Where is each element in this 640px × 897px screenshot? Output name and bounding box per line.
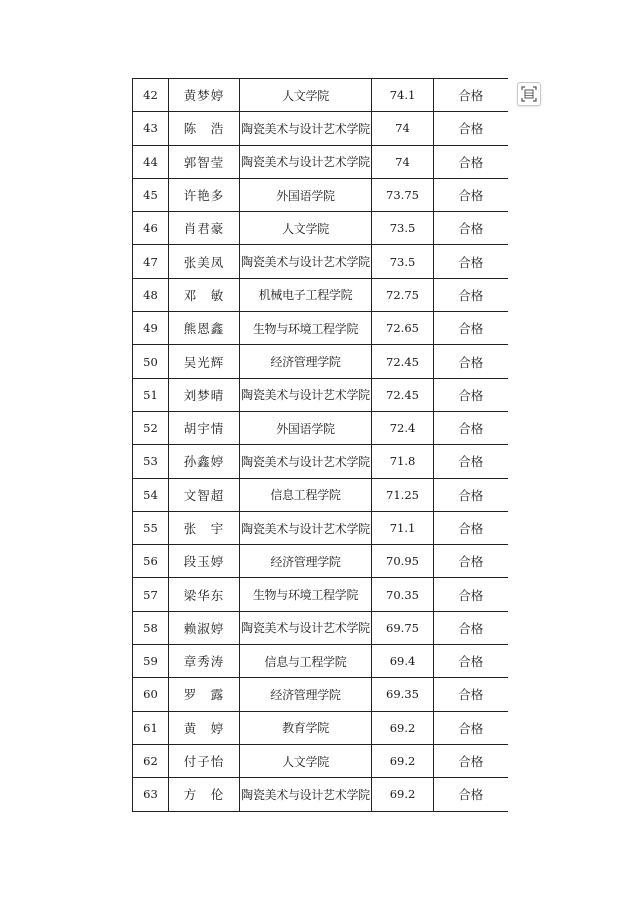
score-value: 72.45 (372, 378, 434, 411)
college-name: 信息工程学院 (240, 478, 372, 511)
row-number: 61 (133, 711, 169, 744)
row-number: 57 (133, 578, 169, 611)
college-name: 外国语学院 (240, 178, 372, 211)
row-number: 46 (133, 212, 169, 245)
score-value: 73.5 (372, 245, 434, 278)
score-value: 70.35 (372, 578, 434, 611)
score-value: 72.4 (372, 411, 434, 444)
college-name: 经济管理学院 (240, 345, 372, 378)
score-value: 74 (372, 112, 434, 145)
student-name: 付子怡 (169, 744, 240, 777)
score-value: 74.1 (372, 79, 434, 112)
table-row (133, 79, 508, 112)
student-name: 刘梦晴 (169, 378, 240, 411)
result-status: 合格 (434, 312, 508, 345)
score-value: 69.35 (372, 678, 434, 711)
college-name: 信息与工程学院 (240, 645, 372, 678)
table-row (133, 112, 508, 145)
row-number: 52 (133, 411, 169, 444)
row-number: 56 (133, 545, 169, 578)
row-number: 62 (133, 744, 169, 777)
table-row (133, 545, 508, 578)
college-name: 生物与环境工程学院 (240, 578, 372, 611)
score-value: 73.75 (372, 178, 434, 211)
college-name: 陶瓷美术与设计艺术学院 (240, 112, 372, 145)
table-row (133, 744, 508, 777)
score-value: 69.75 (372, 611, 434, 644)
student-name: 熊恩鑫 (169, 312, 240, 345)
table-row (133, 678, 508, 711)
college-name: 教育学院 (240, 711, 372, 744)
score-value: 70.95 (372, 545, 434, 578)
result-status: 合格 (434, 411, 508, 444)
college-name: 陶瓷美术与设计艺术学院 (240, 145, 372, 178)
table-row (133, 445, 508, 478)
row-number: 43 (133, 112, 169, 145)
college-name: 生物与环境工程学院 (240, 312, 372, 345)
row-number: 50 (133, 345, 169, 378)
results-table (132, 78, 508, 812)
score-value: 74 (372, 145, 434, 178)
result-status: 合格 (434, 711, 508, 744)
table-row (133, 611, 508, 644)
result-status: 合格 (434, 345, 508, 378)
result-status: 合格 (434, 744, 508, 777)
row-number: 59 (133, 645, 169, 678)
table-row (133, 411, 508, 444)
student-name: 梁华东 (169, 578, 240, 611)
score-value: 72.65 (372, 312, 434, 345)
table-row (133, 578, 508, 611)
table-row (133, 511, 508, 544)
college-name: 陶瓷美术与设计艺术学院 (240, 245, 372, 278)
result-status: 合格 (434, 778, 508, 811)
student-name: 肖君豪 (169, 212, 240, 245)
student-name: 方 伦 (169, 778, 240, 811)
row-number: 63 (133, 778, 169, 811)
row-number: 55 (133, 511, 169, 544)
row-number: 47 (133, 245, 169, 278)
college-name: 经济管理学院 (240, 678, 372, 711)
result-status: 合格 (434, 178, 508, 211)
college-name: 陶瓷美术与设计艺术学院 (240, 445, 372, 478)
table-row (133, 778, 508, 811)
result-status: 合格 (434, 611, 508, 644)
result-status: 合格 (434, 478, 508, 511)
student-name: 黄 婷 (169, 711, 240, 744)
table-row (133, 312, 508, 345)
row-number: 58 (133, 611, 169, 644)
result-status: 合格 (434, 278, 508, 311)
result-status: 合格 (434, 511, 508, 544)
college-name: 陶瓷美术与设计艺术学院 (240, 611, 372, 644)
table-row (133, 245, 508, 278)
student-name: 赖淑婷 (169, 611, 240, 644)
result-status: 合格 (434, 678, 508, 711)
student-name: 孙鑫婷 (169, 445, 240, 478)
row-number: 49 (133, 312, 169, 345)
score-value: 72.45 (372, 345, 434, 378)
college-name: 陶瓷美术与设计艺术学院 (240, 511, 372, 544)
row-number: 45 (133, 178, 169, 211)
score-value: 69.2 (372, 711, 434, 744)
student-name: 胡宇情 (169, 411, 240, 444)
row-number: 53 (133, 445, 169, 478)
row-number: 44 (133, 145, 169, 178)
score-value: 73.5 (372, 212, 434, 245)
student-name: 段玉婷 (169, 545, 240, 578)
student-name: 许艳多 (169, 178, 240, 211)
table-row (133, 145, 508, 178)
student-name: 罗 露 (169, 678, 240, 711)
result-status: 合格 (434, 112, 508, 145)
table-row (133, 478, 508, 511)
college-name: 人文学院 (240, 79, 372, 112)
score-value: 71.8 (372, 445, 434, 478)
college-name: 机械电子工程学院 (240, 278, 372, 311)
score-value: 72.75 (372, 278, 434, 311)
result-status: 合格 (434, 545, 508, 578)
result-status: 合格 (434, 578, 508, 611)
table-row (133, 711, 508, 744)
score-value: 69.2 (372, 778, 434, 811)
table-row (133, 212, 508, 245)
student-name: 邓 敏 (169, 278, 240, 311)
table-row (133, 178, 508, 211)
student-name: 章秀涛 (169, 645, 240, 678)
table-row (133, 378, 508, 411)
screenshot-crop-icon (521, 86, 537, 102)
results-table-body (133, 79, 508, 812)
table-row (133, 345, 508, 378)
student-name: 张 宇 (169, 511, 240, 544)
result-status: 合格 (434, 378, 508, 411)
result-status: 合格 (434, 79, 508, 112)
college-name: 外国语学院 (240, 411, 372, 444)
student-name: 张美凤 (169, 245, 240, 278)
student-name: 黄梦婷 (169, 79, 240, 112)
row-number: 54 (133, 478, 169, 511)
row-number: 60 (133, 678, 169, 711)
screenshot-tool-button[interactable] (517, 82, 541, 106)
score-value: 69.4 (372, 645, 434, 678)
result-status: 合格 (434, 245, 508, 278)
college-name: 人文学院 (240, 212, 372, 245)
college-name: 人文学院 (240, 744, 372, 777)
student-name: 文智超 (169, 478, 240, 511)
result-status: 合格 (434, 445, 508, 478)
row-number: 42 (133, 79, 169, 112)
student-name: 吴光辉 (169, 345, 240, 378)
result-status: 合格 (434, 645, 508, 678)
result-status: 合格 (434, 145, 508, 178)
score-value: 71.1 (372, 511, 434, 544)
row-number: 51 (133, 378, 169, 411)
college-name: 陶瓷美术与设计艺术学院 (240, 378, 372, 411)
row-number: 48 (133, 278, 169, 311)
table-row (133, 278, 508, 311)
score-value: 69.2 (372, 744, 434, 777)
result-status: 合格 (434, 212, 508, 245)
student-name: 郭智莹 (169, 145, 240, 178)
student-name: 陈 浩 (169, 112, 240, 145)
college-name: 经济管理学院 (240, 545, 372, 578)
score-value: 71.25 (372, 478, 434, 511)
table-row (133, 645, 508, 678)
college-name: 陶瓷美术与设计艺术学院 (240, 778, 372, 811)
